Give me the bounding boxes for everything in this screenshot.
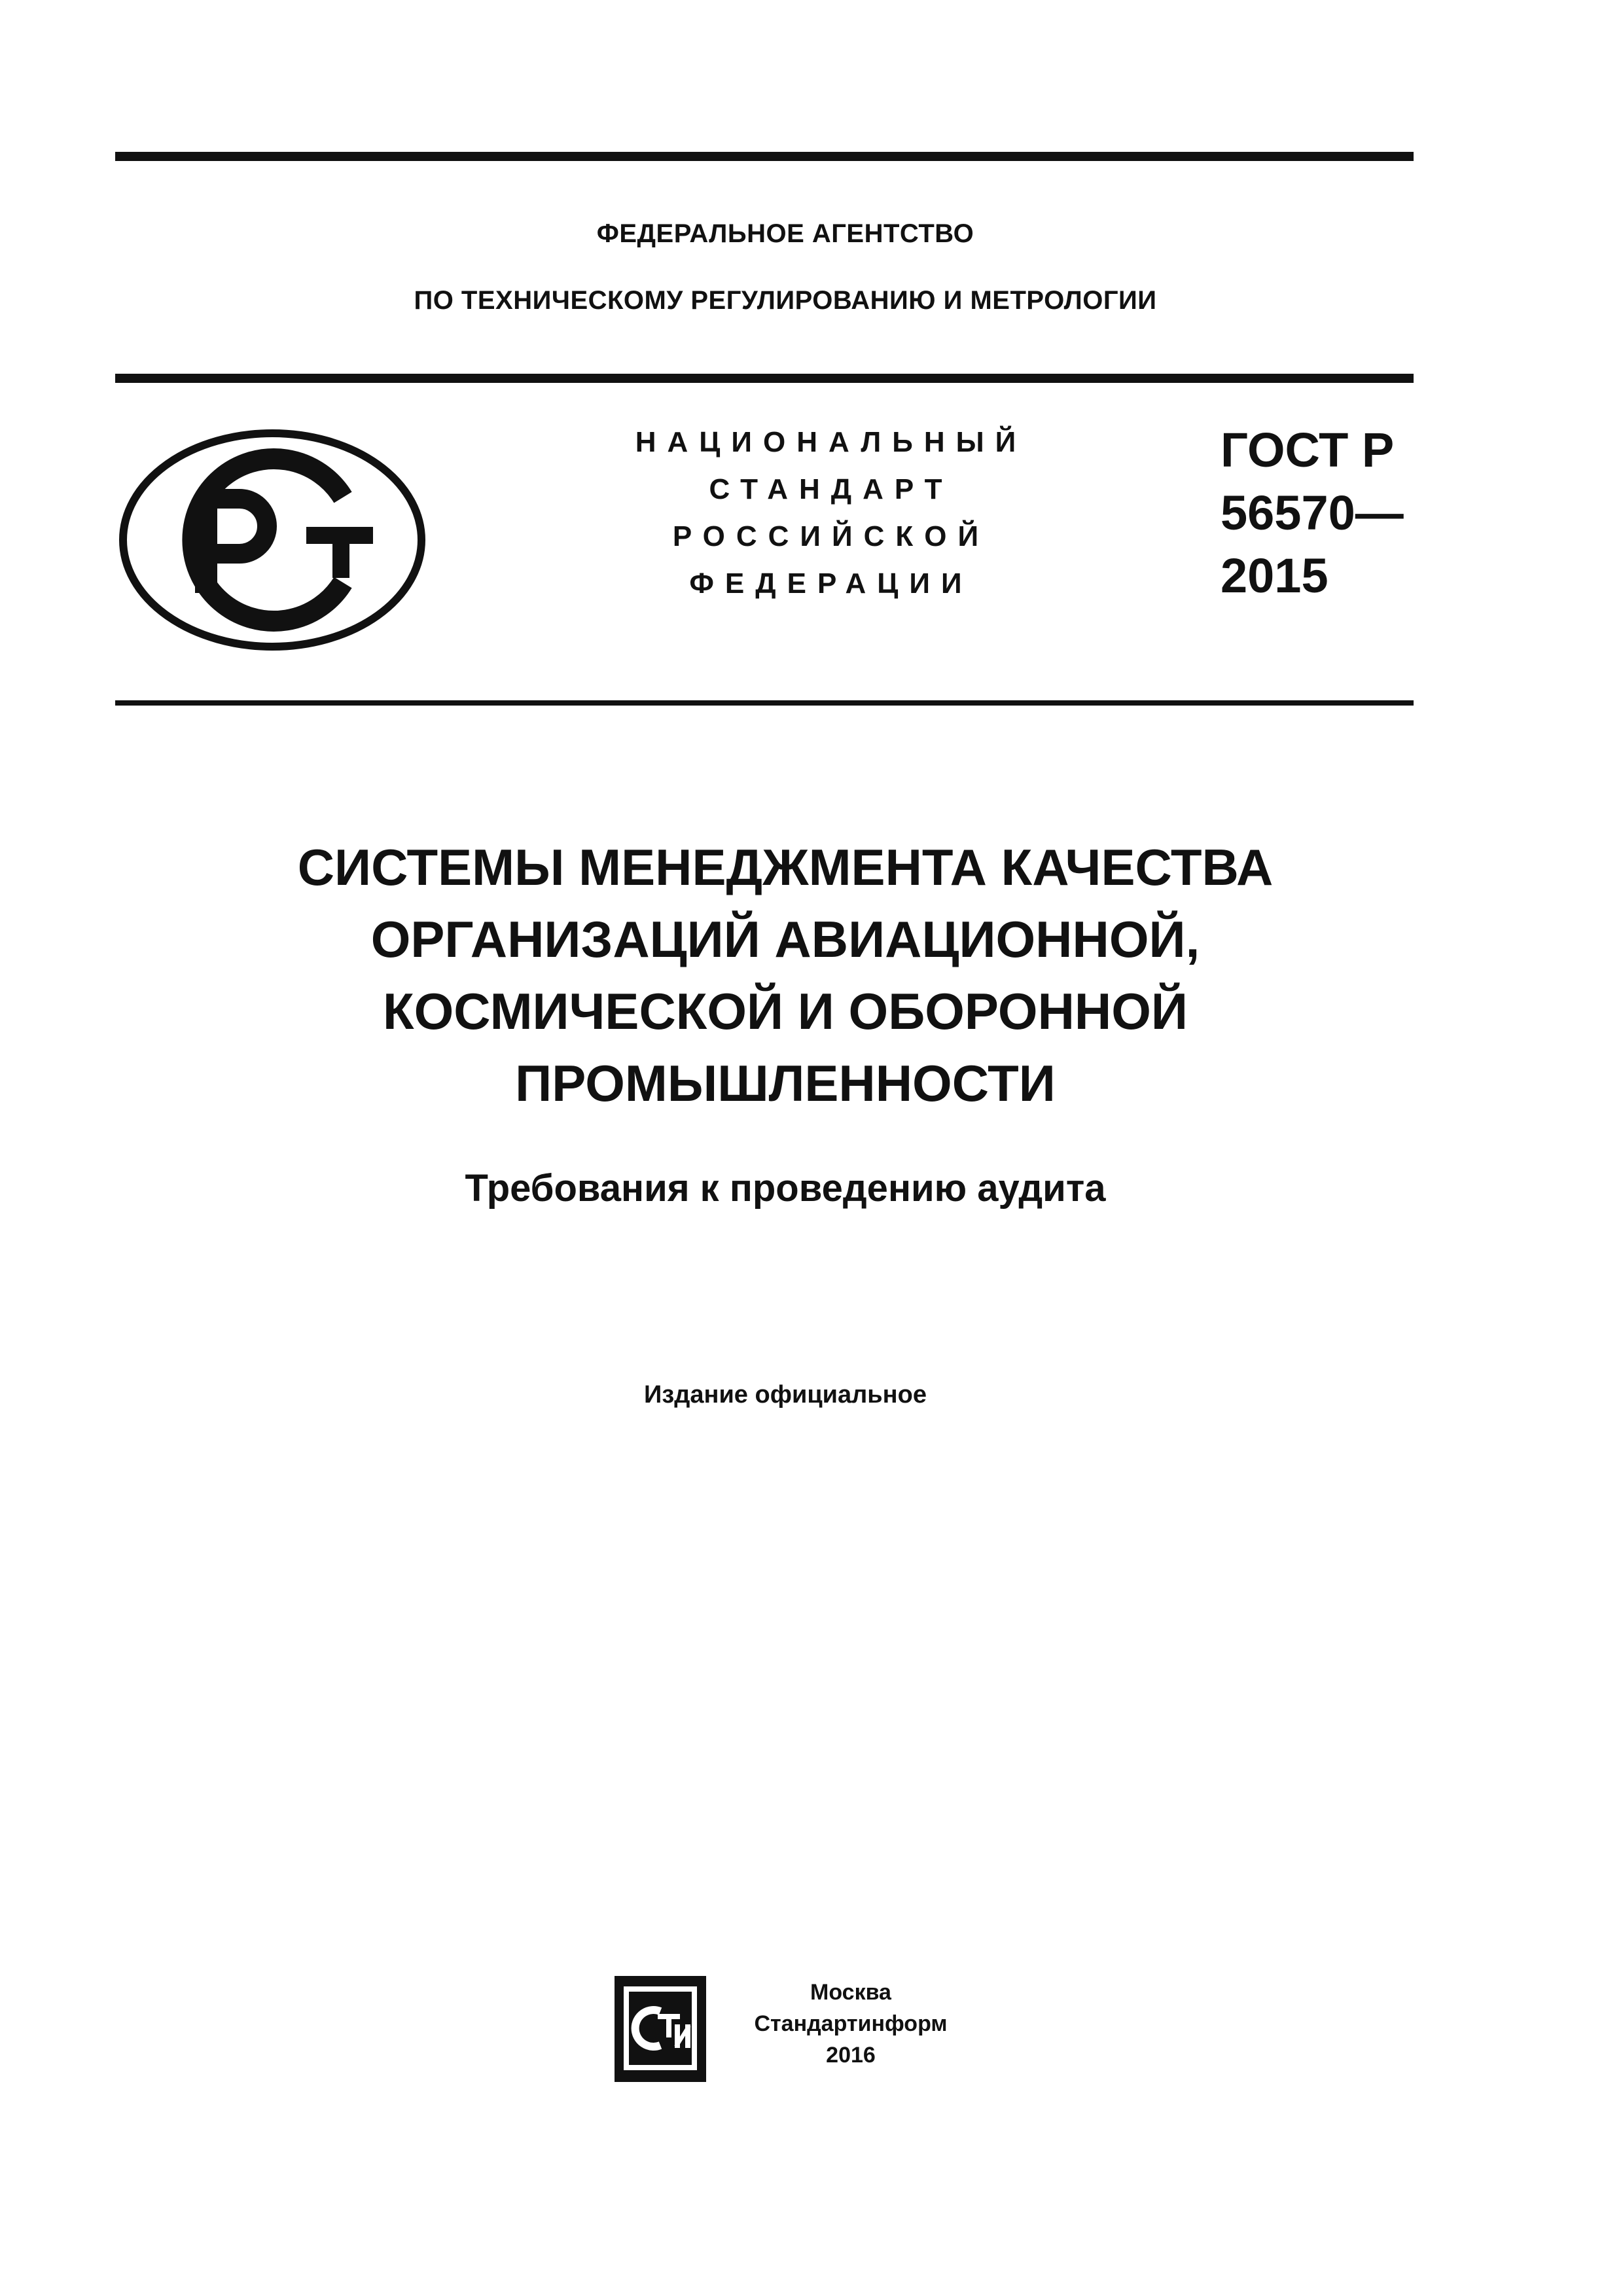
national-standard-line: ФЕДЕРАЦИИ — [689, 567, 973, 600]
document-title — [0, 831, 1571, 1119]
title-line: СИСТЕМЫ МЕНЕДЖМЕНТА КАЧЕСТВА — [297, 838, 1274, 896]
publisher-imprint — [726, 1977, 975, 2071]
rst-emblem-icon — [115, 425, 429, 655]
title-line: ПРОМЫШЛЕННОСТИ — [515, 1054, 1056, 1112]
agency-name-line1: ФЕДЕРАЛЬНОЕ АГЕНТСТВО — [596, 219, 974, 248]
designation-line: 56570— — [1221, 486, 1404, 540]
national-standard-line: РОССИЙСКОЙ — [672, 520, 990, 552]
top-rule — [115, 152, 1414, 161]
title-line: ОРГАНИЗАЦИЙ АВИАЦИОННОЙ, — [370, 910, 1200, 968]
designation-line: ГОСТ Р — [1221, 423, 1395, 477]
standartinform-logo-icon — [612, 1973, 710, 2085]
national-standard-label — [589, 419, 1073, 607]
national-standard-line: НАЦИОНАЛЬНЫЙ — [635, 426, 1027, 458]
publisher-city: Москва — [810, 1980, 891, 2005]
edition-note: Издание официальное — [644, 1381, 927, 1408]
national-standard-line: СТАНДАРТ — [709, 473, 954, 505]
middle-rule — [115, 374, 1414, 383]
lower-rule — [115, 700, 1414, 706]
publisher-name: Стандартинформ — [754, 2011, 948, 2036]
designation-line: 2015 — [1221, 548, 1329, 603]
document-subtitle: Требования к проведению аудита — [465, 1167, 1106, 1210]
publication-year: 2016 — [826, 2043, 876, 2068]
agency-name-line2: ПО ТЕХНИЧЕСКОМУ РЕГУЛИРОВАНИЮ И МЕТРОЛОГИИ — [414, 286, 1157, 315]
standard-designation — [1221, 419, 1417, 607]
title-line: КОСМИЧЕСКОЙ И ОБОРОННОЙ — [383, 982, 1188, 1040]
